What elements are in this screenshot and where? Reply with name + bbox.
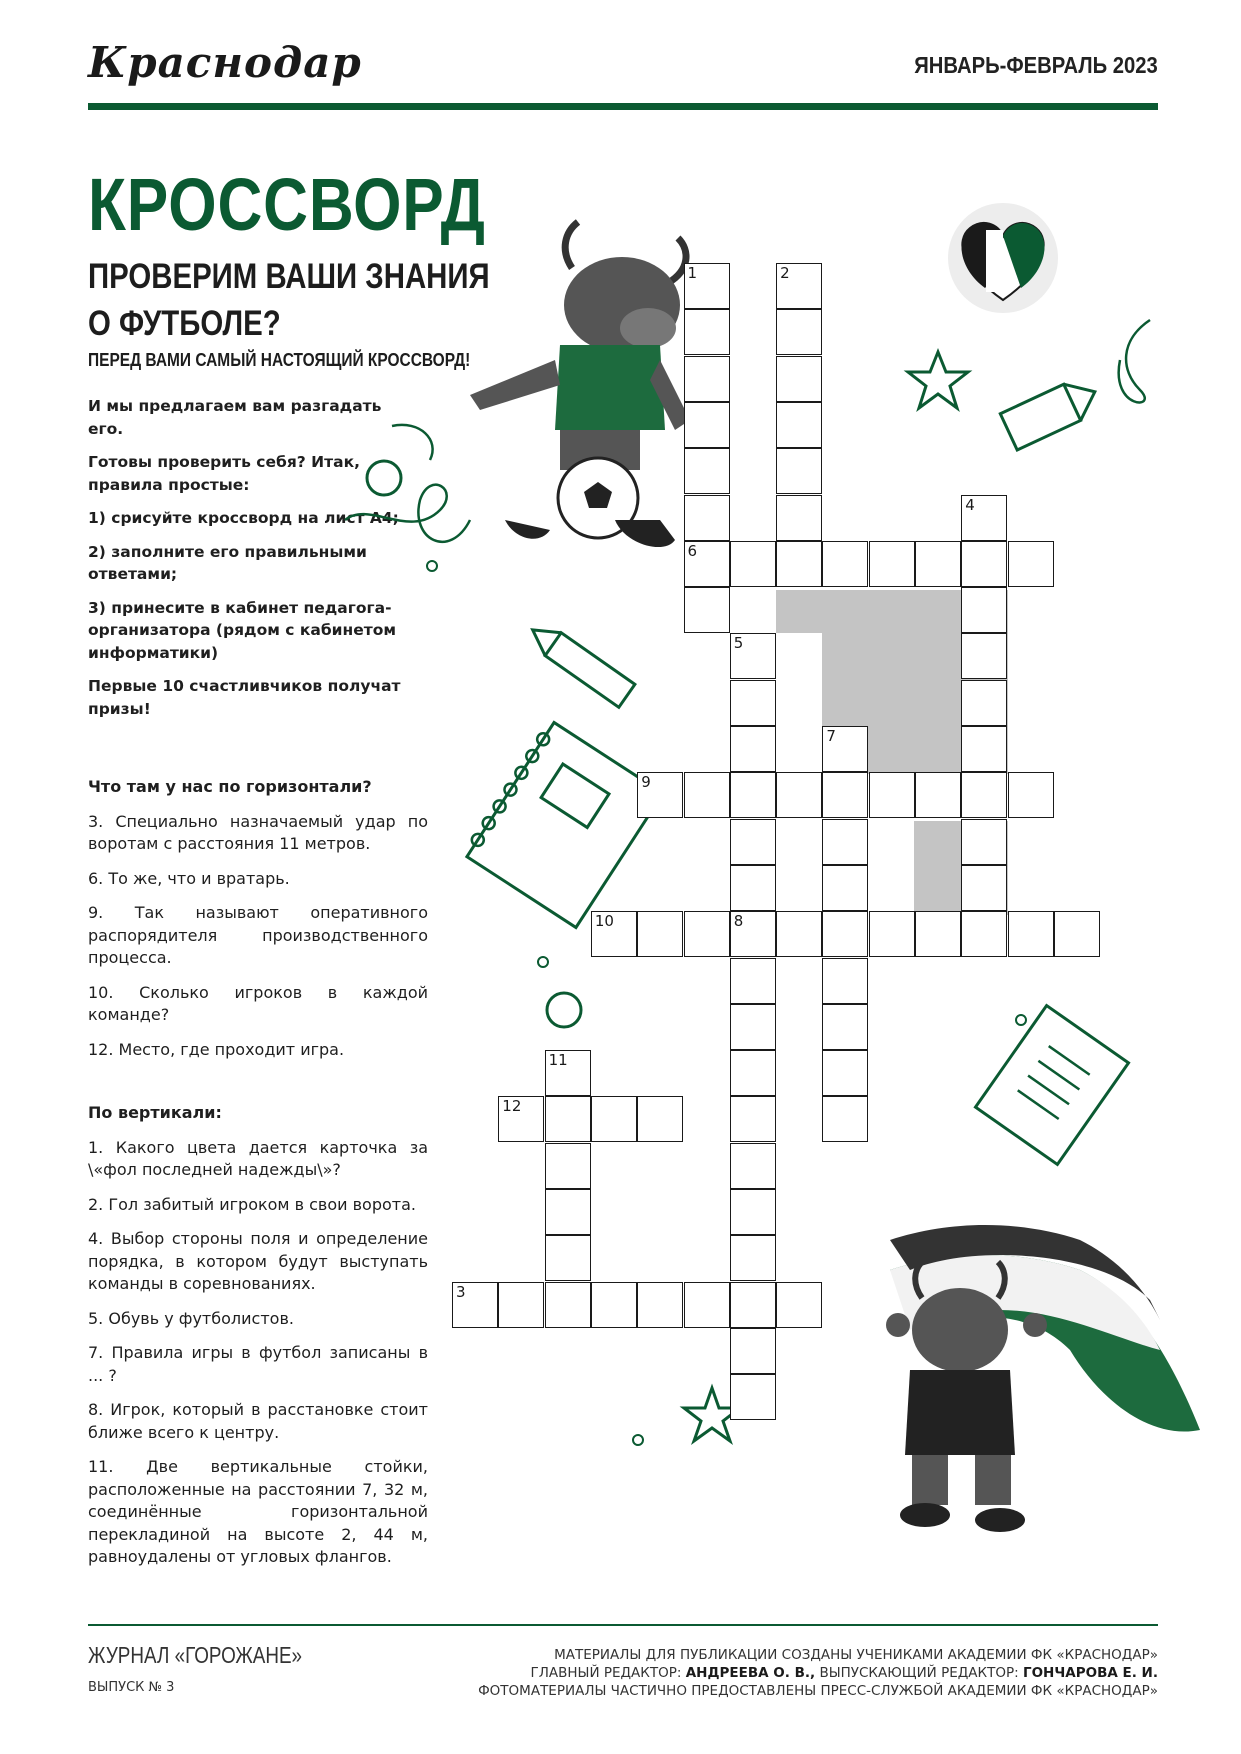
clue-item: 2. Гол забитый игроком в свои ворота. xyxy=(88,1194,416,1214)
crossword-cell[interactable] xyxy=(822,819,868,865)
crossword-cell[interactable] xyxy=(730,1235,776,1281)
crossword-cell[interactable] xyxy=(915,772,961,818)
crossword-cell[interactable] xyxy=(684,772,730,818)
crossword-cell[interactable] xyxy=(730,726,776,772)
crossword-cell[interactable] xyxy=(591,1096,637,1142)
clue-item: 12. Место, где проходит игра. xyxy=(88,1039,345,1059)
crossword-cell[interactable] xyxy=(498,1282,544,1328)
crossword-cell[interactable] xyxy=(684,263,730,309)
clue-item: 9. Так называют оперативного распорядителя производственного процесса. xyxy=(88,903,428,967)
crossword-cell[interactable] xyxy=(961,772,1007,818)
intro-paragraph: Готовы проверить себя? Итак, правила простые: xyxy=(88,453,360,494)
crossword-cell[interactable] xyxy=(1008,911,1054,957)
crossword-cell[interactable] xyxy=(869,541,915,587)
page-title: КРОССВОРД xyxy=(88,163,486,246)
crossword-cell[interactable] xyxy=(684,448,730,494)
crossword-cell[interactable] xyxy=(730,633,776,679)
crossword-cell[interactable] xyxy=(776,1282,822,1328)
crossword-cell[interactable] xyxy=(684,309,730,355)
clue-item: 7. Правила игры в футбол записаны в ... ? xyxy=(88,1343,428,1385)
crossword-cell[interactable] xyxy=(545,1189,591,1235)
clue-item: 4. Выбор стороны поля и определение порядка, в котором будут выступать команды в соревнованиях. xyxy=(88,1229,428,1293)
crossword-number: 8 xyxy=(733,912,744,931)
credit-label: ВЫПУСКАЮЩИЙ РЕДАКТОР: xyxy=(819,1665,1019,1681)
subtitle-line-1: ПРОВЕРИМ ВАШИ ЗНАНИЯ xyxy=(88,257,490,296)
crossword-cell[interactable] xyxy=(637,1282,683,1328)
crossword-cell[interactable] xyxy=(730,1050,776,1096)
crossword-cell[interactable] xyxy=(822,1096,868,1142)
crossword-cell[interactable] xyxy=(776,911,822,957)
crossword-cell[interactable] xyxy=(776,263,822,309)
credits xyxy=(478,1646,1158,1700)
crossword-cell[interactable] xyxy=(961,541,1007,587)
credit-name: АНДРЕЕВА О. В., xyxy=(685,1665,816,1681)
crossword-cell[interactable] xyxy=(730,958,776,1004)
crossword-cell[interactable] xyxy=(730,819,776,865)
clue-item: 8. Игрок, который в расстановке стоит ближе всего к центру. xyxy=(88,1400,428,1442)
crossword-cell[interactable] xyxy=(637,772,683,818)
crossword-number: 2 xyxy=(780,264,790,282)
tagline: ПЕРЕД ВАМИ САМЫЙ НАСТОЯЩИЙ КРОССВОРД! xyxy=(88,350,471,370)
crossword-cell[interactable] xyxy=(961,819,1007,865)
crossword-cell[interactable] xyxy=(684,1282,730,1328)
journal-name: ЖУРНАЛ «ГОРОЖАНЕ» xyxy=(88,1642,303,1668)
crossword-number: 1 xyxy=(687,264,698,282)
clue-item: 5. Обувь у футболистов. xyxy=(88,1308,294,1328)
crossword-cell[interactable] xyxy=(684,495,730,541)
crossword-cell[interactable] xyxy=(684,911,730,957)
intro-paragraph: Первые 10 счастливчиков получат призы! xyxy=(88,677,401,718)
crossword-cell[interactable] xyxy=(961,680,1007,726)
clue-item: 10. Сколько игроков в каждой команде? xyxy=(88,982,428,1024)
crossword-number: 12 xyxy=(502,1097,522,1116)
crossword-cell[interactable] xyxy=(869,911,915,957)
crossword-number: 4 xyxy=(965,495,975,514)
crossword-cell[interactable] xyxy=(637,1096,683,1142)
crossword-cell[interactable] xyxy=(545,1282,591,1328)
crossword-cell[interactable] xyxy=(915,541,961,587)
credit-name: ГОНЧАРОВА Е. И. xyxy=(1022,1665,1158,1681)
crossword-cell[interactable] xyxy=(545,1143,591,1189)
credits-line-3: ФОТОМАТЕРИАЛЫ ЧАСТИЧНО ПРЕДОСТАВЛЕНЫ ПРЕСС-СЛУЖБОЙ АКАДЕМИИ ФК «КРАСНОДАР» xyxy=(478,1683,1158,1699)
crossword-cell[interactable] xyxy=(498,1096,544,1142)
crossword-number: 9 xyxy=(641,773,651,792)
crossword-cell[interactable] xyxy=(591,911,637,957)
crossword-cell[interactable] xyxy=(961,633,1007,679)
clue-item: 11. Две вертикальные стойки, расположенные на расстоянии 7, 32 м, соединённые горизонтальной перекладиной на высоте 2, 44 м, равноудалены от угловых флангов. xyxy=(88,1457,428,1566)
credits-line-2 xyxy=(478,1664,1158,1682)
crossword-cell[interactable] xyxy=(822,726,868,772)
crossword-cell[interactable] xyxy=(545,1096,591,1142)
credits-line-1: МАТЕРИАЛЫ ДЛЯ ПУБЛИКАЦИИ СОЗДАНЫ УЧЕНИКАМИ АКАДЕМИИ ФК «КРАСНОДАР» xyxy=(554,1647,1158,1663)
issue-date: ЯНВАРЬ-ФЕВРАЛЬ 2023 xyxy=(914,52,1158,78)
crossword-cell[interactable] xyxy=(822,911,868,957)
crossword-cell[interactable] xyxy=(684,402,730,448)
intro-paragraph: 2) заполните его правильными ответами; xyxy=(88,542,367,583)
crossword-cell[interactable] xyxy=(730,541,776,587)
crossword-cell[interactable] xyxy=(637,911,683,957)
crossword-number: 3 xyxy=(456,1282,466,1301)
crossword-cell[interactable] xyxy=(961,587,1007,633)
footer-divider xyxy=(88,1624,1158,1626)
subtitle-line-2: О ФУТБОЛЕ? xyxy=(88,304,281,343)
crossword-number: 5 xyxy=(733,634,744,653)
crossword-cell[interactable] xyxy=(730,1143,776,1189)
crossword-number: 7 xyxy=(826,727,836,745)
crossword-cell[interactable] xyxy=(776,309,822,355)
crossword-cell[interactable] xyxy=(869,772,915,818)
crossword-cell[interactable] xyxy=(961,726,1007,772)
crossword-cell[interactable] xyxy=(822,1050,868,1096)
clues-across-heading: Что там у нас по горизонтали? xyxy=(88,777,372,796)
clue-item: 6. То же, что и вратарь. xyxy=(88,868,290,888)
crossword-cell[interactable] xyxy=(1008,772,1054,818)
crossword-number: 10 xyxy=(594,912,614,931)
crossword-cell[interactable] xyxy=(776,772,822,818)
crossword-cell[interactable] xyxy=(822,541,868,587)
crossword-cell[interactable] xyxy=(961,911,1007,957)
crossword-cell[interactable] xyxy=(1054,911,1100,957)
crossword-cell[interactable] xyxy=(591,1282,637,1328)
crossword-cell[interactable] xyxy=(730,865,776,911)
intro-paragraph: 1) срисуйте кроссворд на лист А4; xyxy=(88,509,399,527)
intro-paragraph: 3) принесите в кабинет педагога-организатора (рядом с кабинетом информатики) xyxy=(88,598,397,662)
crossword-cell[interactable] xyxy=(730,911,776,957)
crossword-cell[interactable] xyxy=(730,1328,776,1374)
crossword-cell[interactable] xyxy=(1008,541,1054,587)
crossword-cell[interactable] xyxy=(822,1004,868,1050)
crossword-cell[interactable] xyxy=(776,356,822,402)
logo: Краснодар xyxy=(88,38,362,87)
crossword-cell[interactable] xyxy=(961,495,1007,541)
crossword-cell[interactable] xyxy=(915,911,961,957)
crossword-cell[interactable] xyxy=(822,865,868,911)
crossword-cell[interactable] xyxy=(684,541,730,587)
crossword-cell[interactable] xyxy=(545,1235,591,1281)
crossword-cell[interactable] xyxy=(730,1374,776,1420)
crossword-cell[interactable] xyxy=(545,1050,591,1096)
crossword-cell[interactable] xyxy=(776,495,822,541)
crossword-cell[interactable] xyxy=(730,1004,776,1050)
crossword-cell[interactable] xyxy=(730,1189,776,1235)
crossword-cell[interactable] xyxy=(776,448,822,494)
clue-item: 1. Какого цвета дается карточка за \«фол последней надежды\»? xyxy=(88,1137,428,1179)
clues-down-heading: По вертикали: xyxy=(88,1103,222,1122)
crossword-cell[interactable] xyxy=(684,356,730,402)
crossword-number: 11 xyxy=(548,1051,568,1070)
clue-item: 3. Специально назначаемый удар по воротам с расстояния 11 метров. xyxy=(88,811,428,853)
crossword-cell[interactable] xyxy=(776,541,822,587)
crossword-cell[interactable] xyxy=(730,1282,776,1328)
intro-paragraph: И мы предлагаем вам разгадать его. xyxy=(88,397,382,438)
credit-label: ГЛАВНЫЙ РЕДАКТОР: xyxy=(530,1665,682,1681)
crossword-cell[interactable] xyxy=(822,958,868,1004)
issue-number: ВЫПУСК № 3 xyxy=(88,1680,175,1695)
crossword-cell[interactable] xyxy=(961,865,1007,911)
crossword-cell[interactable] xyxy=(776,402,822,448)
crossword-cell[interactable] xyxy=(452,1282,498,1328)
crossword-cell[interactable] xyxy=(684,587,730,633)
crossword-number: 6 xyxy=(687,541,698,560)
crossword-cell[interactable] xyxy=(730,680,776,726)
crossword-cell[interactable] xyxy=(822,772,868,818)
crossword-cell[interactable] xyxy=(730,772,776,818)
crossword-cell[interactable] xyxy=(730,1096,776,1142)
